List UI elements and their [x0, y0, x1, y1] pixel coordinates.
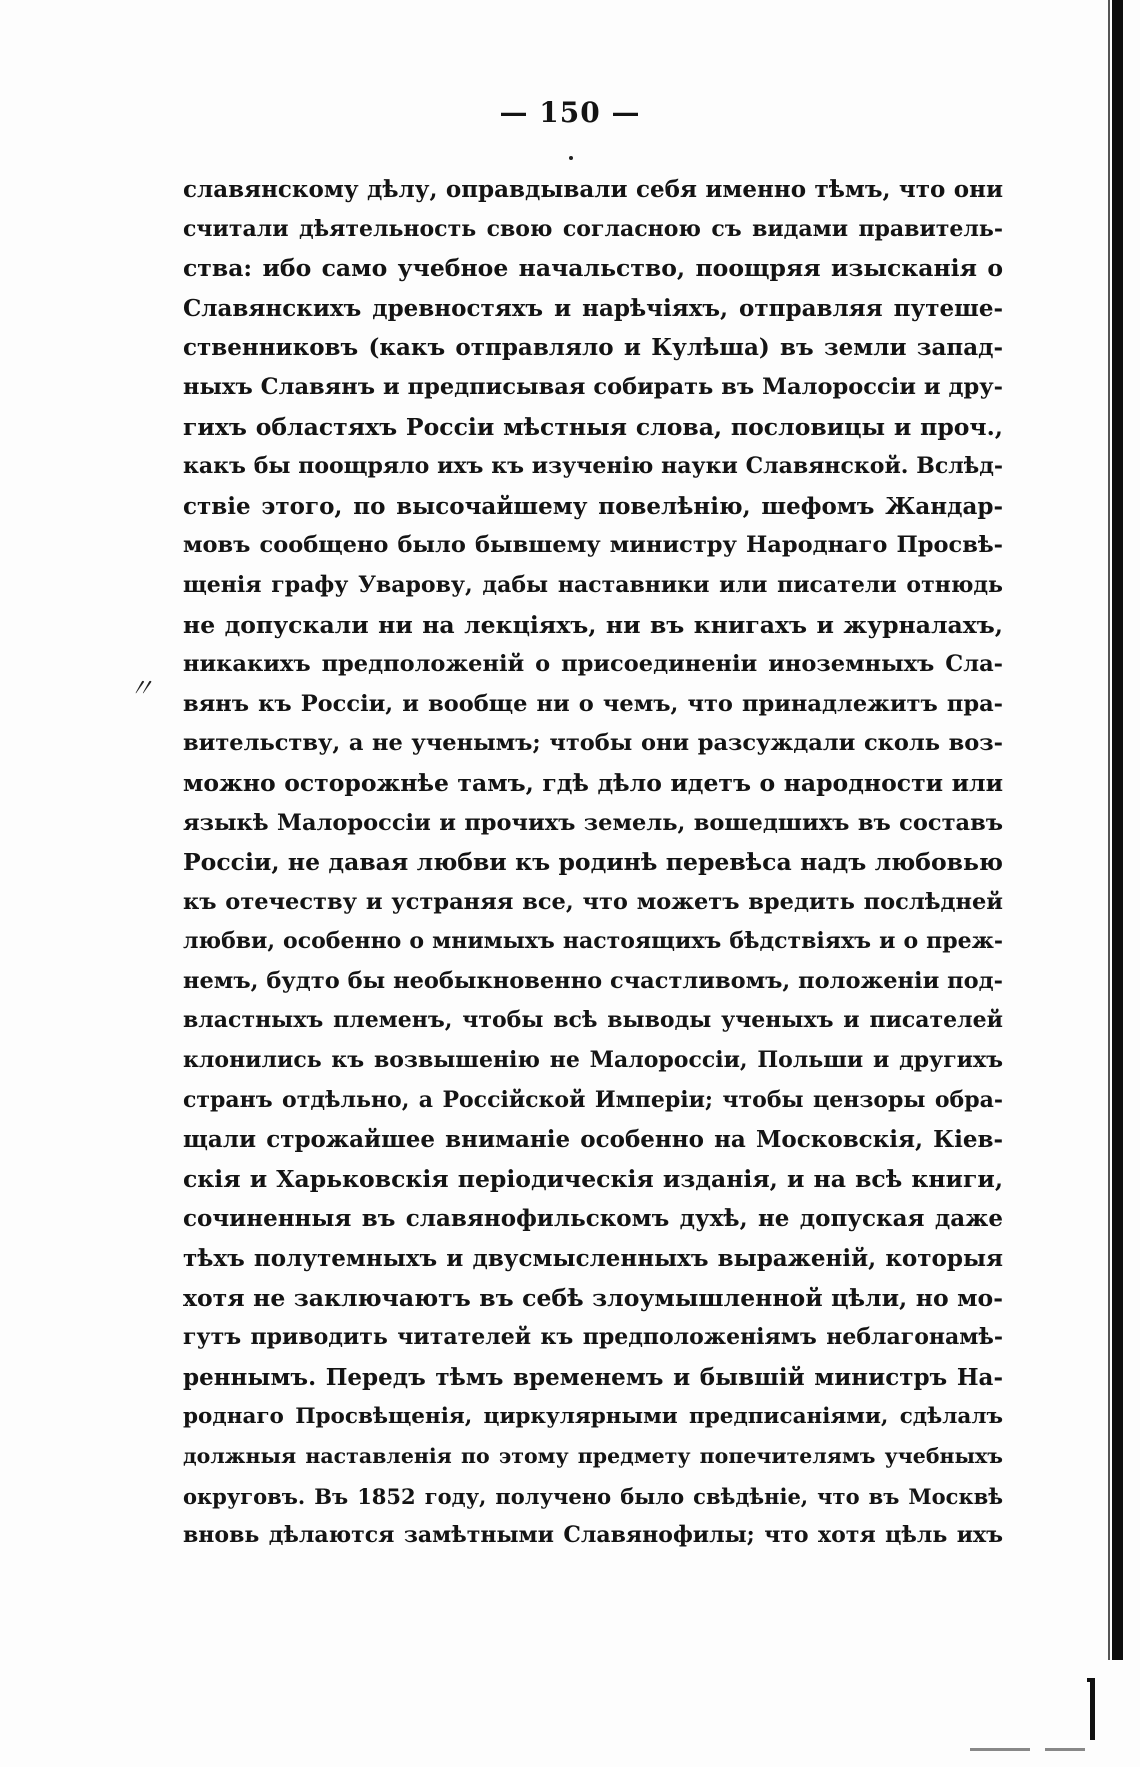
- text-line: немъ, будто бы необыкновенно счастливомъ, положеніи под-: [183, 967, 1003, 994]
- page-edge-shadow: [1108, 0, 1110, 1660]
- text-line: реннымъ. Передъ тѣмъ временемъ и бывшій министръ На-: [183, 1363, 1003, 1391]
- print-speck: [569, 156, 573, 160]
- body-text: [183, 170, 1003, 1556]
- edge-fragment: [1090, 1680, 1095, 1740]
- text-line: славянскому дѣлу, оправдывали себя именно тѣмъ, что они: [183, 176, 1003, 203]
- text-line: никакихъ предположеній о присоединеніи иноземныхъ Сла-: [183, 651, 1003, 678]
- margin-annotation: 〃: [128, 674, 155, 704]
- text-line: щенія графу Уварову, дабы наставники или писатели отнюдь: [183, 571, 1003, 598]
- page-edge: [1112, 0, 1123, 1660]
- text-line: не допускали ни на лекціяхъ, ни въ книгахъ и журналахъ,: [183, 610, 1003, 639]
- text-line: властныхъ племенъ, чтобы всѣ выводы ученыхъ и писателей: [183, 1007, 1003, 1034]
- text-line: Россіи, не давая любви къ родинѣ перевѣса надъ любовью: [183, 848, 1003, 877]
- text-line: вительству, а не ученымъ; чтобы они разсуждали сколь воз-: [183, 730, 1003, 757]
- text-line: хотя не заключаютъ въ себѣ злоумышленной цѣли, но мо-: [183, 1283, 1003, 1312]
- text-line: гутъ приводить читателей къ предположеніямъ неблагонамѣ-: [183, 1324, 1003, 1351]
- bottom-rule: [970, 1748, 1030, 1751]
- text-line: скія и Харьковскія періодическія изданія, и на всѣ книги,: [183, 1164, 1003, 1193]
- text-line: можно осторожнѣе тамъ, гдѣ дѣло идетъ о народности или: [183, 768, 1003, 797]
- text-line: ства: ибо само учебное начальство, поощряя изысканія о: [183, 254, 1003, 283]
- text-line: считали дѣятельность свою согласною съ видами правитель-: [183, 215, 1003, 242]
- text-line: должныя наставленія по этому предмету попечителямъ учебныхъ: [183, 1444, 1003, 1468]
- text-line: вновь дѣлаются замѣтными Славянофилы; что хотя цѣль ихъ: [183, 1522, 1003, 1549]
- bottom-rule: [1045, 1748, 1085, 1751]
- text-line: Славянскихъ древностяхъ и нарѣчіяхъ, отправляя путеше-: [183, 294, 1003, 322]
- text-line: вянъ къ Россіи, и вообще ни о чемъ, что принадлежитъ пра-: [183, 690, 1003, 717]
- text-line: гихъ областяхъ Россіи мѣстныя слова, пословицы и проч.,: [183, 412, 1003, 441]
- text-line: роднаго Просвѣщенія, циркулярными предписаніями, сдѣлалъ: [183, 1404, 1003, 1430]
- text-line: ныхъ Славянъ и предписывая собирать въ Малороссіи и дру-: [183, 373, 1003, 400]
- text-line: какъ бы поощряло ихъ къ изученію науки Славянской. Вслѣд-: [183, 453, 1003, 480]
- text-line: округовъ. Въ 1852 году, получено было свѣдѣніе, что въ Москвѣ: [183, 1483, 1003, 1509]
- text-line: ствіе этого, по высочайшему повелѣнію, шефомъ Жандар-: [183, 492, 1003, 520]
- page-number: — 150 —: [499, 96, 641, 129]
- text-line: языкѣ Малороссіи и прочихъ земель, вошедшихъ въ составъ: [183, 809, 1003, 836]
- text-line: любви, особенно о мнимыхъ настоящихъ бѣдствіяхъ и о преж-: [183, 928, 1003, 955]
- text-line: клонились къ возвышенію не Малороссіи, Польши и другихъ: [183, 1047, 1003, 1074]
- text-line: тѣхъ полутемныхъ и двусмысленныхъ выраженій, которыя: [183, 1245, 1003, 1273]
- text-line: странъ отдѣльно, а Россійской Имперіи; чтобы цензоры обра-: [183, 1086, 1003, 1113]
- text-line: ственниковъ (какъ отправляло и Кулѣша) въ земли запад-: [183, 334, 1003, 362]
- text-line: къ отечеству и устраняя все, что можетъ вредить послѣдней: [183, 888, 1003, 915]
- text-line: сочиненныя въ славянофильскомъ духѣ, не допуская даже: [183, 1205, 1003, 1233]
- text-line: щали строжайшее вниманіе особенно на Московскія, Кіев-: [183, 1126, 1003, 1154]
- text-line: мовъ сообщено было бывшему министру Народнаго Просвѣ-: [183, 532, 1003, 559]
